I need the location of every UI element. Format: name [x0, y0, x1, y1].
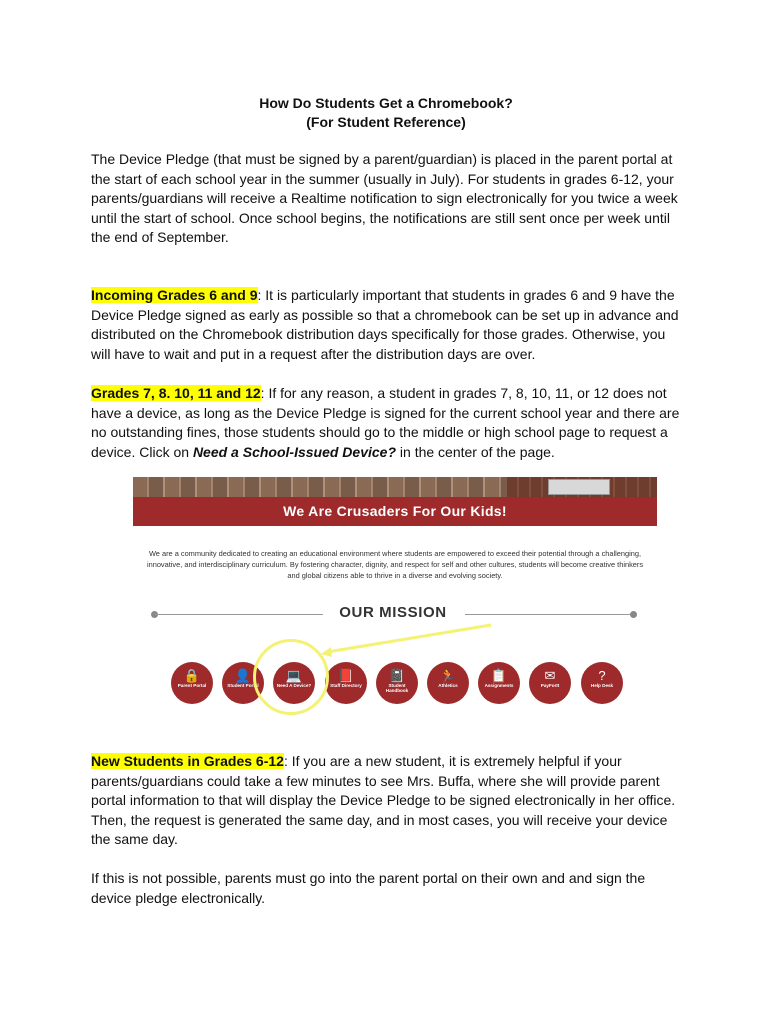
- person-icon: 👤: [234, 668, 252, 683]
- quick-link-label: Help Desk: [590, 683, 614, 688]
- new-students-label: New Students in Grades 6-12: [91, 753, 284, 769]
- new-students-paragraph: [91, 752, 681, 850]
- title-line-2: (For Student Reference): [306, 114, 466, 130]
- quick-link-label: Student Handbook: [385, 683, 409, 694]
- quick-link-label: Assignments: [484, 683, 514, 688]
- highlight-arrow: [133, 477, 657, 717]
- grades-7-12-text: : If for any reason, a student in grades 7, 8, 10, 11, or 12 does not have a device, as long as the Device Pledge is signed for the current school year and there are no outstanding fines, those students should go to the middle or high school page to request a device. Click on: [91, 385, 680, 460]
- banner-title: We Are Crusaders For Our Kids!: [133, 497, 657, 526]
- website-screenshot: [133, 477, 657, 717]
- lock-icon: 🔒: [183, 668, 201, 683]
- mission-title: OUR MISSION: [339, 604, 447, 621]
- need-device-link-text: Need a School-Issued Device?: [192, 443, 397, 460]
- clipboard-icon: 📋: [490, 668, 508, 683]
- laptop-icon: 💻: [285, 668, 303, 683]
- notebook-icon: 📓: [388, 668, 406, 683]
- question-icon: ?: [598, 668, 606, 683]
- quick-link-label: PayForIt: [540, 683, 560, 688]
- title-line-1: How Do Students Get a Chromebook?: [259, 95, 513, 111]
- quick-link-label: Staff Directory: [330, 683, 362, 688]
- quick-link-label: Need A Device?: [276, 683, 312, 688]
- grades-7-12-text-after: in the center of the page.: [396, 443, 555, 460]
- quick-link-label: Athletics: [438, 683, 458, 688]
- intro-paragraph: The Device Pledge (that must be signed by a parent/guardian) is placed in the parent portal at the start of each school year in the summer (usually in July). For students in grades 6-12, your parents/guardians will receive a Realtime notification to sign electronically for you twice a week until the start of school. Once school begins, the notifications are still sent once per week until the end of September.: [91, 151, 678, 246]
- grades-7-12-paragraph: [91, 384, 681, 462]
- quick-link-label: Parent Portal: [177, 683, 207, 688]
- runner-icon: 🏃: [439, 668, 457, 683]
- book-icon: 📕: [337, 668, 355, 683]
- mission-statement: We are a community dedicated to creating an educational environment where students are empowered to exceed their potential through a challenging, innovative, and interdisciplinary curriculum. By fostering character, dignity, and respect for self and other cultures, students will become creative thinkers and global citizens able to thrive in a diverse and evolving society.: [146, 549, 644, 580]
- closing-paragraph: If this is not possible, parents must go into the parent portal on their own and and sign the device pledge electronically.: [91, 870, 646, 906]
- new-students-text: : If you are a new student, it is extremely helpful if your parents/guardians could take a few minutes to see Mrs. Buffa, where she will provide parent portal information to that will display the Device Pledge to be signed electronically in her office. Then, the request is generated the same day, and in most cases, you will receive your device the same day.: [91, 753, 676, 848]
- incoming-grades-label: Incoming Grades 6 and 9: [91, 287, 258, 303]
- incoming-grades-text: : It is particularly important that students in grades 6 and 9 have the Device Pledge signed as early as possible so that a chromebook can be set up in advance and distributed on the Chromebook distribution days specifically for those grades. Otherwise, you will have to wait and put in a request after the distribution days are over.: [91, 287, 679, 362]
- incoming-grades-paragraph: [91, 286, 681, 364]
- envelope-icon: ✉: [544, 668, 556, 683]
- quick-link-label: Student Portal: [227, 683, 259, 688]
- grades-7-12-label: Grades 7, 8. 10, 11 and 12: [91, 385, 261, 401]
